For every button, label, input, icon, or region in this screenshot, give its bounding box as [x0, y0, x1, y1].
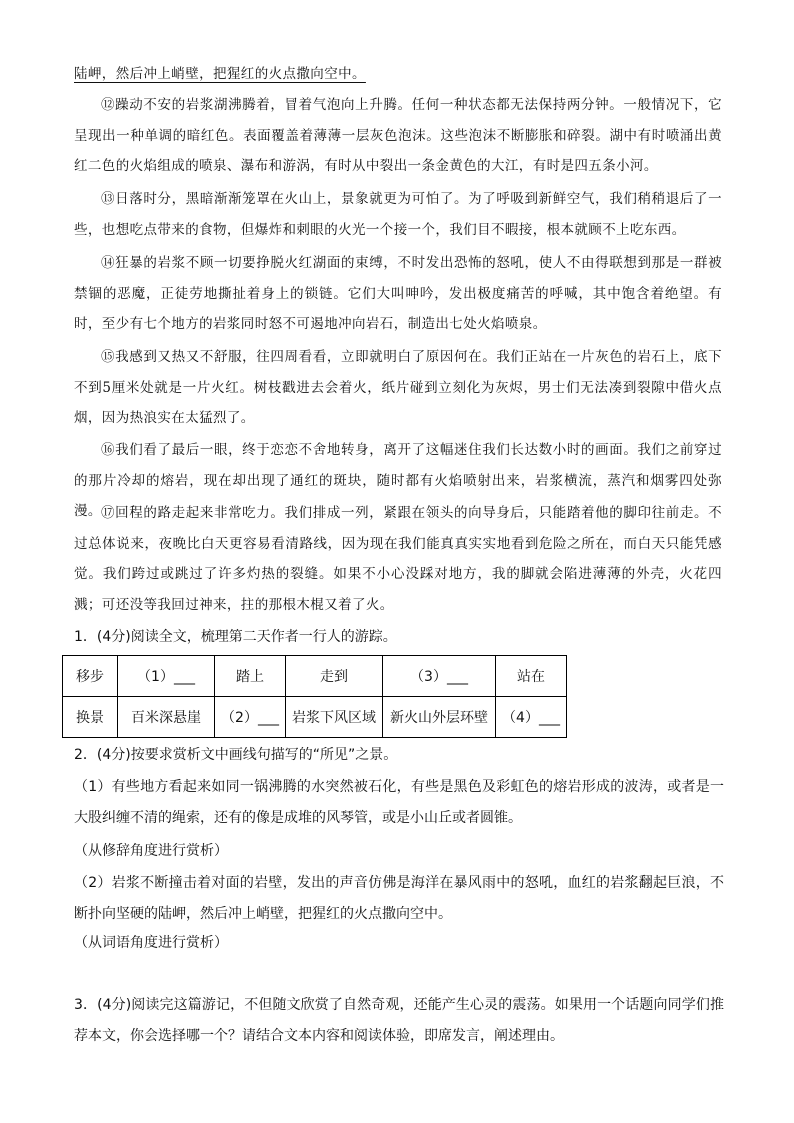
- question-2-note-2: （从词语角度进行赏析）: [74, 935, 228, 951]
- passage-line-continued: 陆岬，然后冲上峭壁，把猩红的火点撒向空中。: [74, 66, 366, 82]
- table-cell: 岩浆下风区域: [286, 697, 383, 738]
- table-cell: 站在: [496, 656, 567, 697]
- question-2-item-1: （1）有些地方看起来如同一锅沸腾的水突然被石化，有些是黑色及彩虹色的熔岩形成的波涛，或者是一大股纠缠不清的绳索，还有的像是成堆的风琴管，或是小山丘或者圆锥。: [74, 779, 724, 826]
- table-cell: 新火山外层环壁: [383, 697, 496, 738]
- passage-paragraph-13: ⑬日落时分，黑暗渐渐笼罩在火山上，景象就更为可怕了。为了呼吸到新鲜空气，我们稍稍退后了一些，也想吃点带来的食物，但爆炸和刺眼的火光一个接一个，我们目不暇接，根本就顾不上吃东西。: [74, 191, 722, 238]
- table-cell: （1）___: [118, 656, 215, 697]
- table-cell: （2）___: [215, 697, 286, 738]
- passage-paragraph-17: ⑰回程的路走起来非常吃力。我们排成一列，紧跟在领头的向导身后，只能踏着他的脚印往前走。不过总体说来，夜晚比白天更容易看清路线，因为现在我们能真真实实地看到危险之所在，而白天只能凭感觉。我们跨过或跳过了许多灼热的裂缝。如果不小心没踩对地方，我的脚就会陷进薄薄的外壳，火花四溅；可还没等我回过神来，拄的那根木棍又着了火。: [74, 505, 722, 613]
- table-cell: 踏上: [215, 656, 286, 697]
- question-3-prompt: 3．(4分)阅读完这篇游记，不但随文欣赏了自然奇观，还能产生心灵的震荡。如果用一个话题向同学们推荐本文，你会选择哪一个？请结合文本内容和阅读体验，即席发言，阐述理由。: [74, 997, 724, 1044]
- table-cell: （4）___: [496, 697, 567, 738]
- table-cell: （3）___: [383, 656, 496, 697]
- passage-paragraph-15: ⑮我感到又热又不舒服，往四周看看，立即就明白了原因何在。我们正站在一片灰色的岩石上，底下不到5厘米处就是一片火红。树枝戳进去会着火，纸片碰到立刻化为灰烬，男士们无法凑到裂隙中借火点烟，因为热浪实在太猛烈了。: [74, 349, 722, 426]
- passage-paragraph-16: ⑯我们看了最后一眼，终于恋恋不舍地转身，离开了这幅迷住我们长达数小时的画面。我们之前穿过的那片冷却的熔岩，现在却出现了通红的斑块，随时都有火焰喷射出来，岩浆横流，蒸汽和烟雾四处弥漫。: [74, 442, 722, 519]
- question-2-prompt: 2．(4分)按要求赏析文中画线句描写的“所见”之景。: [74, 747, 398, 763]
- table-cell: 百米深悬崖: [118, 697, 215, 738]
- passage-paragraph-12: ⑫躁动不安的岩浆湖沸腾着，冒着气泡向上升腾。任何一种状态都无法保持两分钟。一般情况下，它呈现出一种单调的暗红色。表面覆盖着薄薄一层灰色泡沫。这些泡沫不断膨胀和碎裂。湖中有时喷涌出黄红二色的火焰组成的喷泉、瀑布和游涡，有时从中裂出一条金黄色的大江，有时是四五条小河。: [74, 97, 722, 174]
- table-row: [63, 656, 567, 697]
- table-row: [63, 697, 567, 738]
- itinerary-table: [62, 655, 567, 738]
- question-1-prompt: 1．(4分)阅读全文，梳理第二天作者一行人的游踪。: [74, 629, 397, 645]
- table-cell: 移步: [63, 656, 118, 697]
- passage-paragraph-14: ⑭狂暴的岩浆不顾一切要挣脱火红湖面的束缚，不时发出恐怖的怒吼，使人不由得联想到那是一群被禁锢的恶魔，正徒劳地撕扯着身上的锁链。它们大叫呻吟，发出极度痛苦的呼喊，其中饱含着绝望。有时，至少有七个地方的岩浆同时怒不可遏地冲向岩石，制造出七处火焰喷泉。: [74, 255, 722, 332]
- table-cell: 换景: [63, 697, 118, 738]
- table-cell: 走到: [286, 656, 383, 697]
- question-2-item-2: （2）岩浆不断撞击着对面的岩壁，发出的声音仿佛是海洋在暴风雨中的怒吼，血红的岩浆翻起巨浪，不断扑向坚硬的陆岬，然后冲上峭壁，把猩红的火点撒向空中。: [74, 875, 724, 922]
- question-2-note-1: （从修辞角度进行赏析）: [74, 843, 228, 859]
